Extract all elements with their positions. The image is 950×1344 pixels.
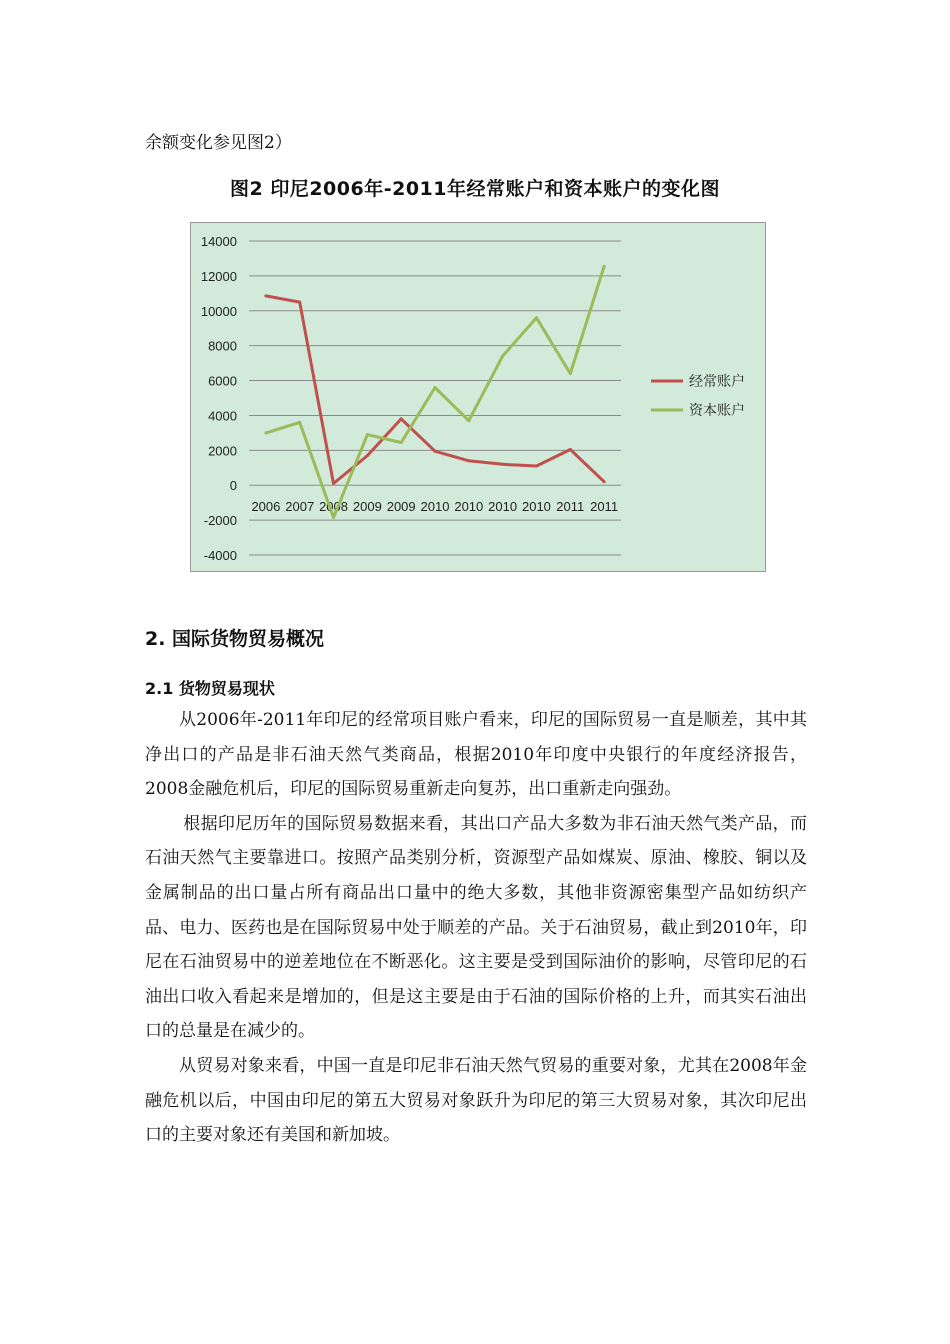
data-point — [264, 431, 267, 434]
data-point — [332, 516, 335, 519]
data-point — [603, 480, 606, 483]
data-point — [603, 265, 606, 268]
y-tick-label: 0 — [229, 478, 237, 494]
body-text — [145, 703, 807, 1153]
y-tick-label: 14000 — [200, 234, 237, 249]
data-point — [298, 421, 301, 424]
x-tick-label: 2009 — [352, 499, 382, 515]
y-tick-label: -4000 — [203, 548, 237, 563]
data-point — [569, 372, 572, 375]
data-point — [501, 355, 504, 358]
x-tick-label: 2007 — [285, 499, 315, 515]
data-point — [366, 433, 369, 436]
data-point — [366, 454, 369, 457]
x-tick-label: 2010 — [454, 499, 484, 515]
y-tick-label: 6000 — [208, 373, 237, 389]
data-point — [434, 386, 437, 389]
y-tick-label: 2000 — [208, 443, 237, 459]
x-tick-label: 2010 — [420, 499, 450, 515]
x-tick-label: 2008 — [319, 499, 349, 515]
legend-label: 资本账户 — [689, 403, 745, 419]
paragraph: 从2006年-2011年印尼的经常项目账户看来，印尼的国际贸易一直是顺差，其中其净出口的产品是非石油天然气类商品，根据2010年印度中央银行的年度经济报告，2008金融危机后，印尼的国际贸易重新走向复苏，出口重新走向强劲。 — [145, 710, 807, 800]
y-tick-label: -2000 — [203, 513, 237, 529]
x-tick-label: 2009 — [386, 499, 416, 515]
y-tick-label: 4000 — [208, 408, 237, 424]
x-tick-label: 2010 — [521, 499, 551, 515]
data-point — [467, 419, 470, 422]
x-tick-label: 2011 — [590, 499, 619, 515]
data-point — [400, 417, 403, 420]
subsection-heading: 2.1 货物贸易现状 — [145, 679, 275, 698]
data-point — [535, 316, 538, 319]
y-tick-label: 8000 — [208, 338, 237, 354]
data-point — [400, 441, 403, 444]
paragraph: 从贸易对象来看，中国一直是印尼非石油天然气贸易的重要对象，尤其在2008年金融危机以后，中国由印尼的第五大贸易对象跃升为印尼的第三大贸易对象，其次印尼出口的主要对象还有美国和新加坡。 — [145, 1055, 807, 1146]
data-point — [434, 450, 437, 453]
data-point — [569, 448, 572, 451]
legend-label: 经常账户 — [689, 374, 745, 390]
y-tick-label: 12000 — [200, 268, 237, 284]
data-point — [298, 301, 301, 304]
figure-title: 图2 印尼2006年-2011年经常账户和资本账户的变化图 — [230, 178, 720, 200]
x-tick-label: 2011 — [556, 499, 585, 515]
paragraph: 根据印尼历年的国际贸易数据来看，其出口产品大多数为非石油天然气类产品，而石油天然气主要靠进口。按照产品类别分析，资源型产品如煤炭、原油、橡胶、铜以及金属制品的出口量占所有商品出口量中的绝大多数，其他非资源密集型产品如纺织产品、电力、医药也是在国际贸易中处于顺差的产品。关于石油贸易，截止到2010年，印尼在石油贸易中的逆差地位在不断恶化。这主要是受到国际油价的影响，尽管印尼的石油出口收入看起来是增加的，但是这主要是由于石油的国际价格的上升，而其实石油出口的总量是在减少的。 — [145, 813, 807, 1042]
data-point — [535, 465, 538, 468]
data-point — [264, 294, 267, 297]
x-tick-label: 2010 — [488, 499, 518, 515]
intro-line: 余额变化参见图2） — [145, 133, 292, 153]
line-chart — [190, 222, 766, 572]
x-tick-label: 2006 — [251, 499, 281, 515]
data-point — [501, 463, 504, 466]
chart-canvas — [191, 223, 767, 573]
data-point — [467, 459, 470, 462]
data-point — [332, 482, 335, 485]
y-tick-label: 10000 — [200, 303, 237, 319]
section-heading: 2. 国际货物贸易概况 — [145, 628, 325, 650]
